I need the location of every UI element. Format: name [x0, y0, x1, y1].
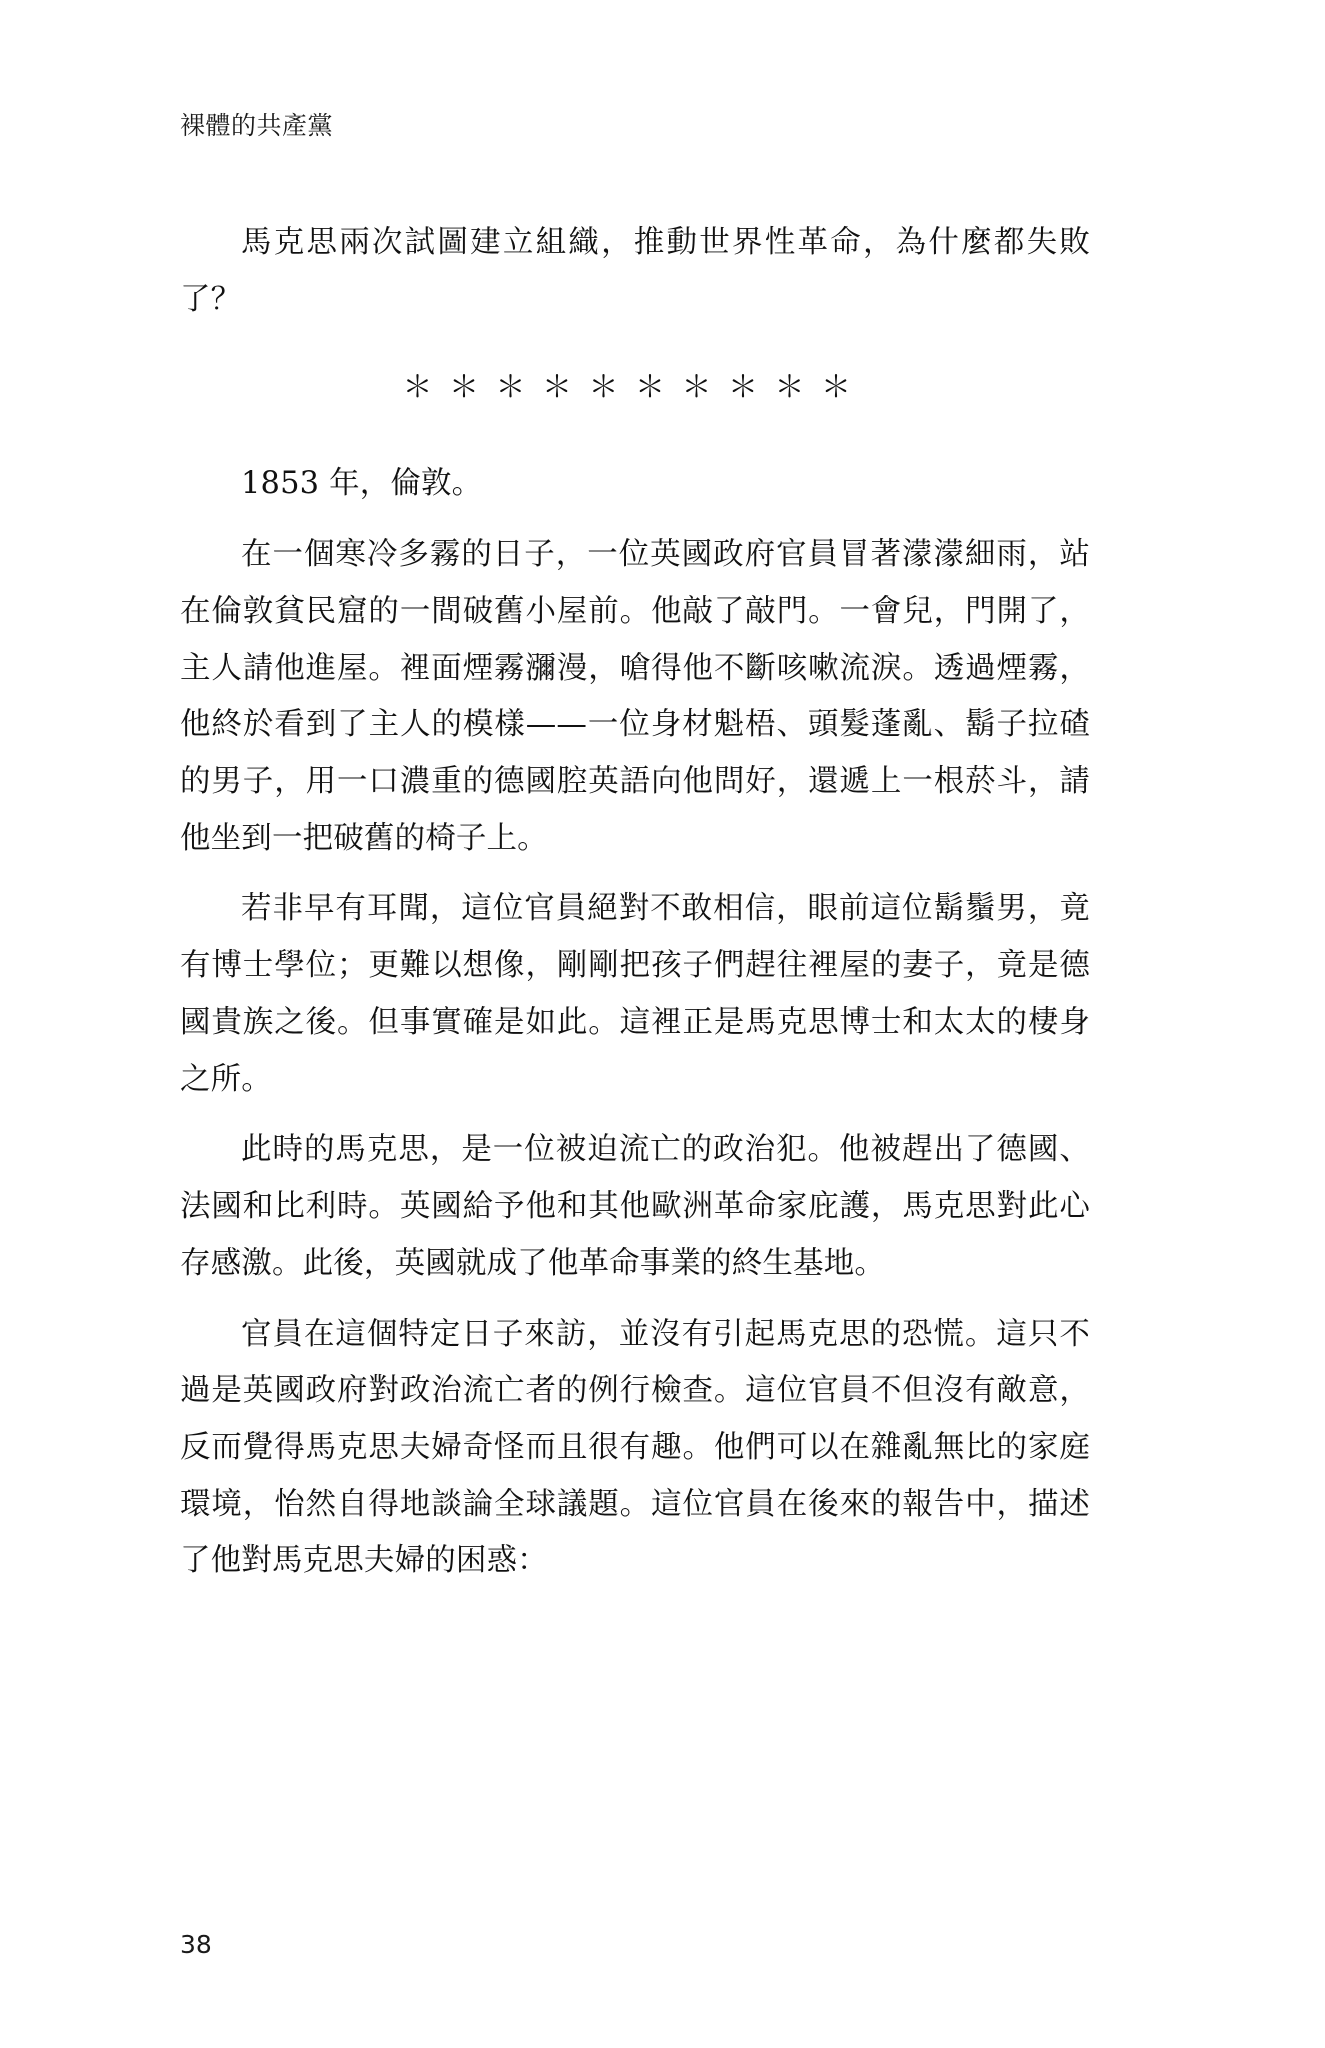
paragraph: 此時的馬克思，是一位被迫流亡的政治犯。他被趕出了德國、法國和比利時。英國給予他和其他歐洲革命家庇護，馬克思對此心存感激。此後，英國就成了他革命事業的終生基地。 [180, 1132, 1090, 1281]
paragraph: 1853 年，倫敦。 [241, 466, 483, 502]
paragraph: 馬克思兩次試圖建立組織，推動世界性革命，為什麼都失敗了？ [180, 225, 1090, 317]
running-head: 裸體的共產黨 [180, 111, 334, 140]
paragraph: 官員在這個特定日子來訪，並沒有引起馬克思的恐慌。這只不過是英國政府對政治流亡者的例行檢查。這位官員不但沒有敵意，反而覺得馬克思夫婦奇怪而且很有趣。他們可以在雜亂無比的家庭環境，怡然自得地談論全球議題。這位官員在後來的報告中，描述了他對馬克思夫婦的困惑： [180, 1316, 1090, 1579]
section-divider: ＊＊＊＊＊＊＊＊＊＊ [402, 370, 868, 406]
paragraph: 若非早有耳聞，這位官員絕對不敢相信，眼前這位鬍鬚男，竟有博士學位；更難以想像，剛剛把孩子們趕往裡屋的妻子，竟是德國貴族之後。但事實確是如此。這裡正是馬克思博士和太太的棲身之所。 [180, 891, 1090, 1097]
page-body [180, 215, 1090, 1604]
paragraph: 在一個寒冷多霧的日子，一位英國政府官員冒著濛濛細雨，站在倫敦貧民窟的一間破舊小屋前。他敲了敲門。一會兒，門開了，主人請他進屋。裡面煙霧瀰漫，嗆得他不斷咳嗽流淚。透過煙霧，他終於看到了主人的模樣——一位身材魁梧、頭髮蓬亂、鬍子拉碴的男子，用一口濃重的德國腔英語向他問好，還遞上一根菸斗，請他坐到一把破舊的椅子上。 [180, 537, 1090, 856]
page-number: 38 [180, 1930, 212, 1959]
